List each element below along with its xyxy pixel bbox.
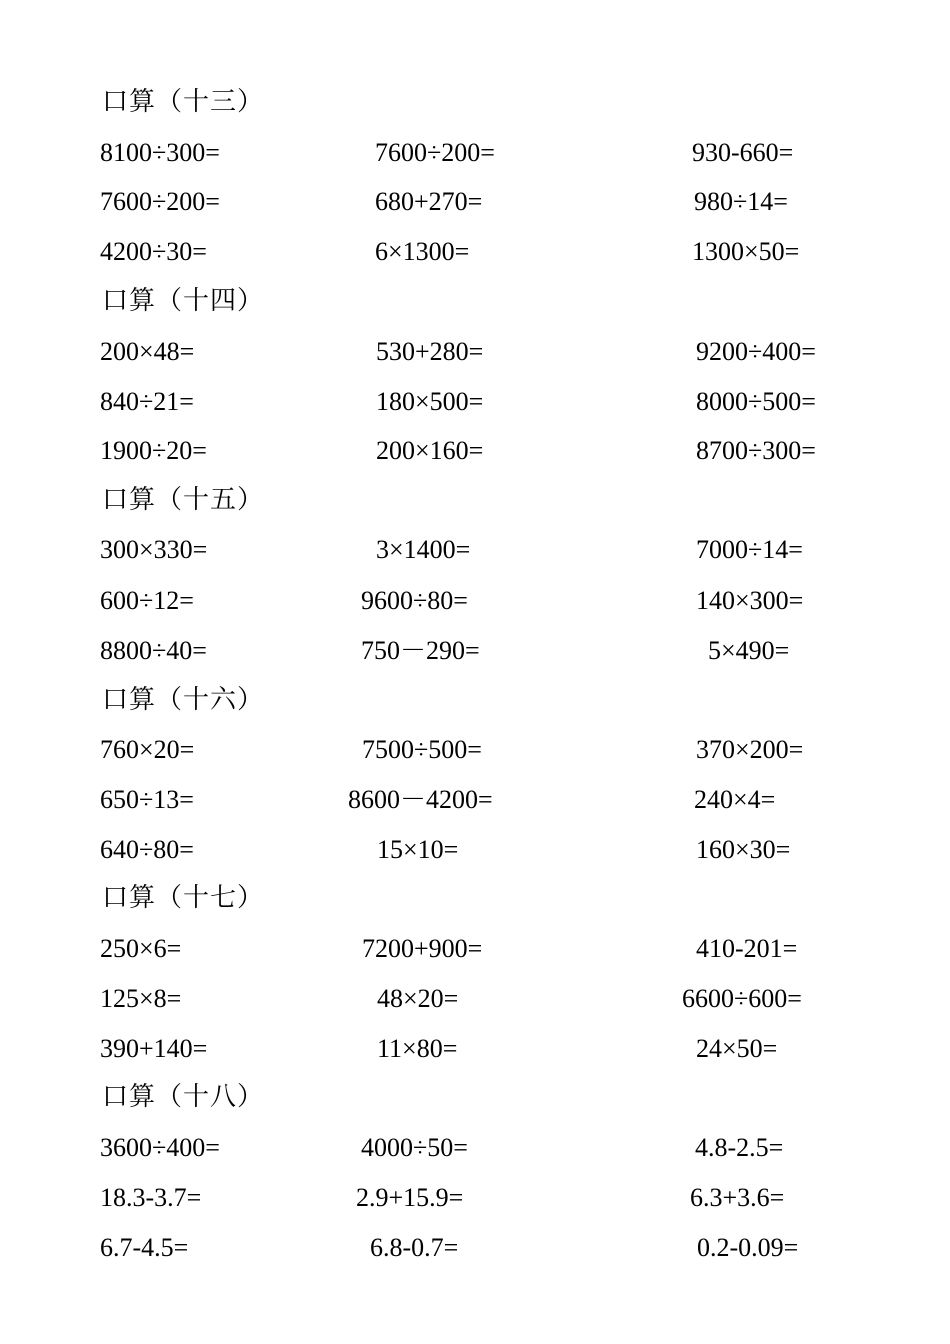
- problem: 7500÷500=: [362, 735, 482, 764]
- problem: 530+280=: [376, 337, 484, 366]
- problem: 760×20=: [100, 735, 195, 764]
- problem: 2.9+15.9=: [356, 1183, 464, 1212]
- problem: 4.8-2.5=: [695, 1133, 784, 1162]
- problem: 0.2-0.09=: [697, 1233, 799, 1262]
- problem: 750－290=: [361, 636, 480, 665]
- problem: 3600÷400=: [100, 1133, 220, 1162]
- problem: 200×160=: [376, 436, 484, 465]
- problem: 240×4=: [694, 785, 776, 814]
- problem: 11×80=: [377, 1034, 458, 1063]
- problem: 1900÷20=: [100, 436, 207, 465]
- problem: 6×1300=: [375, 237, 470, 266]
- section-title: 口算（十三）: [102, 87, 265, 117]
- problem: 4200÷30=: [100, 237, 207, 266]
- problem: 8100÷300=: [100, 138, 220, 167]
- problem: 650÷13=: [100, 785, 194, 814]
- problem: 930-660=: [692, 138, 794, 167]
- problem: 300×330=: [100, 535, 208, 564]
- problem: 980÷14=: [694, 187, 788, 216]
- problem: 8800÷40=: [100, 636, 207, 665]
- problem: 3×1400=: [376, 535, 471, 564]
- problem: 7000÷14=: [696, 535, 803, 564]
- problem: 4000÷50=: [361, 1133, 468, 1162]
- problem: 1300×50=: [692, 237, 800, 266]
- problem: 8700÷300=: [696, 436, 816, 465]
- problem: 410-201=: [696, 934, 798, 963]
- section-title: 口算（十五）: [102, 485, 265, 515]
- problem: 8000÷500=: [696, 387, 816, 416]
- problem: 6600÷600=: [682, 984, 802, 1013]
- problem: 680+270=: [375, 187, 483, 216]
- section-title: 口算（十八）: [102, 1082, 265, 1112]
- section-title: 口算（十四）: [102, 286, 265, 316]
- problem: 6.3+3.6=: [690, 1183, 785, 1212]
- problem: 180×500=: [376, 387, 484, 416]
- section-title: 口算（十七）: [102, 883, 265, 913]
- problem: 8600－4200=: [348, 785, 493, 814]
- problem: 160×30=: [696, 835, 791, 864]
- problem: 9200÷400=: [696, 337, 816, 366]
- problem: 200×48=: [100, 337, 195, 366]
- problem: 250×6=: [100, 934, 182, 963]
- problem: 6.7-4.5=: [100, 1233, 189, 1262]
- problem: 640÷80=: [100, 835, 194, 864]
- problem: 7200+900=: [362, 934, 483, 963]
- problem: 5×490=: [708, 636, 790, 665]
- problem: 140×300=: [696, 586, 804, 615]
- problem: 48×20=: [377, 984, 459, 1013]
- section-title: 口算（十六）: [102, 685, 265, 715]
- problem: 125×8=: [100, 984, 182, 1013]
- problem: 600÷12=: [100, 586, 194, 615]
- problem: 840÷21=: [100, 387, 194, 416]
- problem: 15×10=: [377, 835, 459, 864]
- problem: 370×200=: [696, 735, 804, 764]
- problem: 18.3-3.7=: [100, 1183, 202, 1212]
- problem: 24×50=: [696, 1034, 778, 1063]
- problem: 6.8-0.7=: [370, 1233, 459, 1262]
- problem: 9600÷80=: [361, 586, 468, 615]
- problem: 390+140=: [100, 1034, 208, 1063]
- problem: 7600÷200=: [100, 187, 220, 216]
- problem: 7600÷200=: [375, 138, 495, 167]
